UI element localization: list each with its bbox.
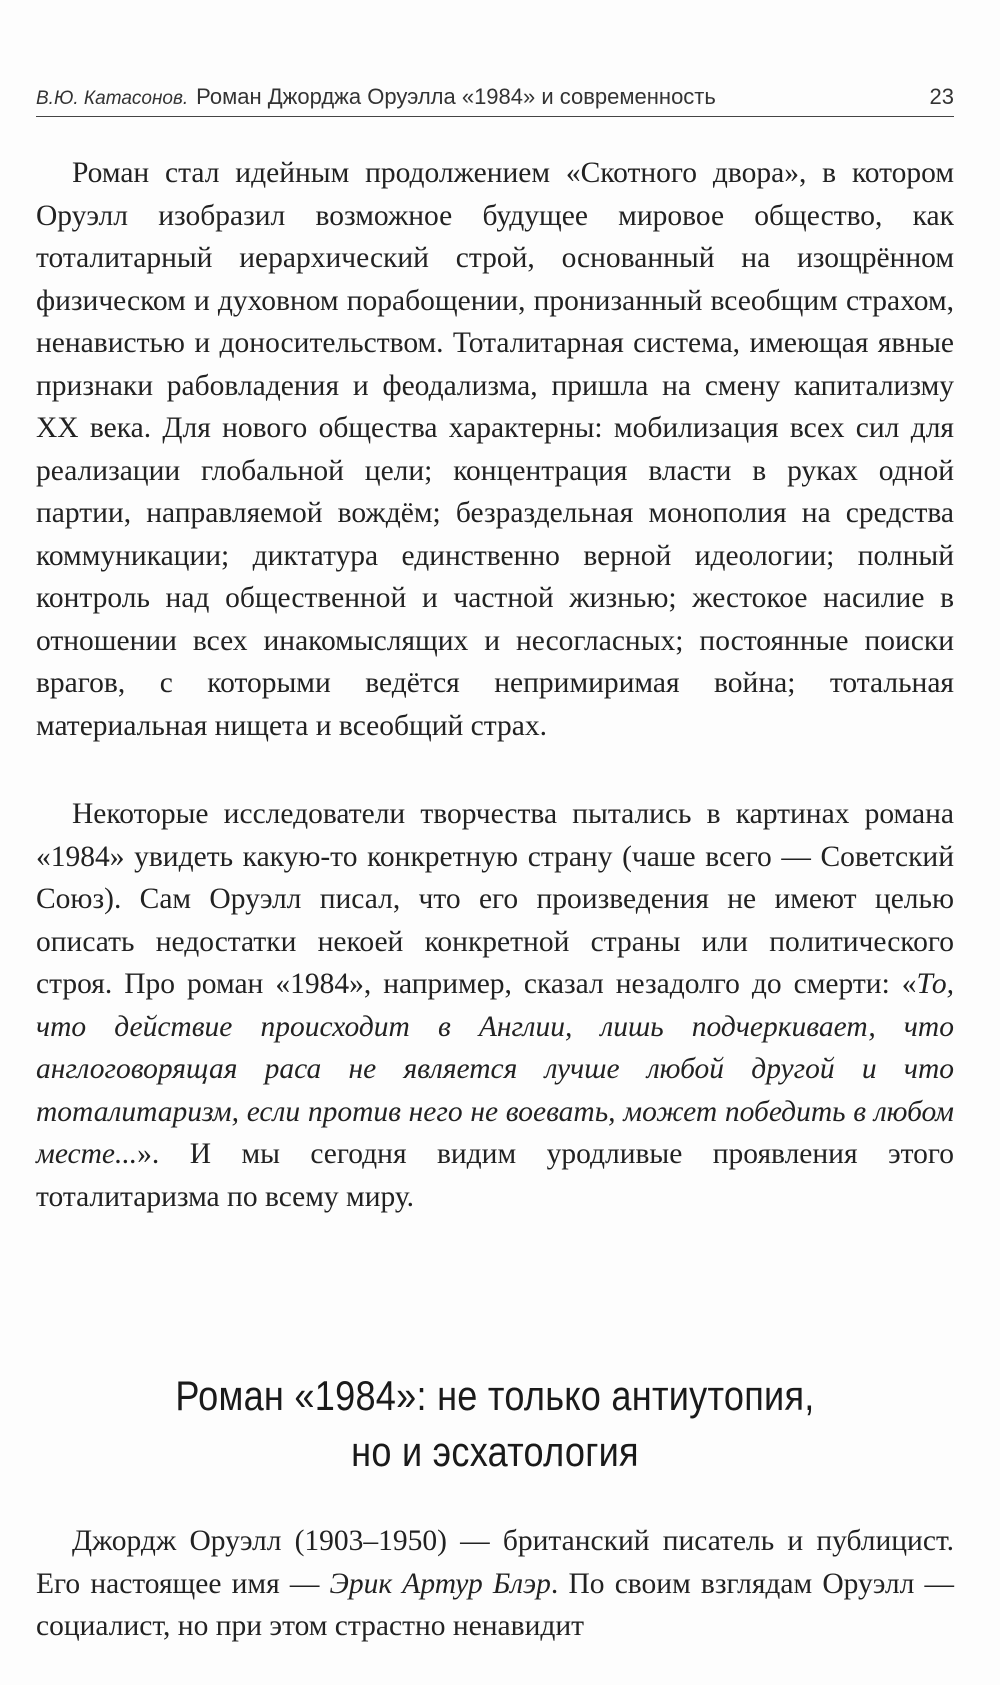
running-header-left: [36, 84, 716, 110]
paragraph-2-start: Некоторые исследователи творчества пытались в картинах романа «1984» увидеть какую-то конкретную страну (чаше всего — Советский Союз). Сам Оруэлл писал, что его произведения не имеют целью описать недостатки некоей конкретной страны или политического строя. Про роман «1984», например, сказал незадолго до смерти: «: [36, 798, 954, 1000]
section-heading: [100, 1368, 889, 1480]
paragraph-2-end: ». И мы сегодня видим уродливые проявления этого тоталитаризма по всему миру.: [36, 1138, 954, 1213]
running-header: [36, 74, 954, 117]
paragraph-3-text: [36, 1520, 954, 1648]
section-heading-line-2: но и эсхатология: [351, 1428, 639, 1475]
orwell-quote: То, что действие происходит в Англии, лишь подчеркивает, что англоговорящая раса не является лучше любой другой и что тоталитаризм, если против него не воевать, может победить в любом месте...: [36, 968, 954, 1170]
paragraph-2: [36, 793, 954, 1218]
paragraph-3-start: Джордж Оруэлл (1903–1950) — британский писатель и публицист. Его настоящее имя —: [36, 1525, 954, 1600]
paragraph-2-text: [36, 793, 954, 1218]
header-author: В.Ю. Катасонов.: [36, 88, 189, 109]
paragraph-1-text: Роман стал идейным продолжением «Скотного двора», в котором Оруэлл изобразил возможное будущее мировое общество, как тоталитарный иерархический строй, основанный на изощрённом физическом и духовном порабощении, пронизанный всеобщим страхом, ненавистью и доносительством. Тоталитарная система, имеющая явные признаки рабовладения и феодализма, пришла на смену капитализму XX века. Для нового общества характерны: мобилизация всех сил для реализации глобальной цели; концентрация власти в руках одной партии, направляемой вождём; безраздельная монополия на средства коммуникации; диктатура единственно верной идеологии; полный контроль над общественной и частной жизнью; жестокое насилие в отношении всех инакомыслящих и несогласных; постоянные поиски врагов, с которыми ведётся непримиримая война; тотальная материальная нищета и всеобщий страх.: [36, 157, 954, 742]
section-heading-line-1: Роман «1984»: не только антиутопия,: [175, 1372, 815, 1419]
header-running-title: Роман Джорджа Оруэлла «1984» и современность: [196, 84, 716, 109]
paragraph-1: [36, 152, 954, 747]
paragraph-3-end: . По своим взглядам Оруэлл — социалист, но при этом страстно ненавидит: [36, 1567, 955, 1642]
page-number: 23: [929, 84, 954, 109]
real-name: Эрик Артур Блэр: [329, 1567, 551, 1600]
paragraph-3: [36, 1520, 954, 1648]
